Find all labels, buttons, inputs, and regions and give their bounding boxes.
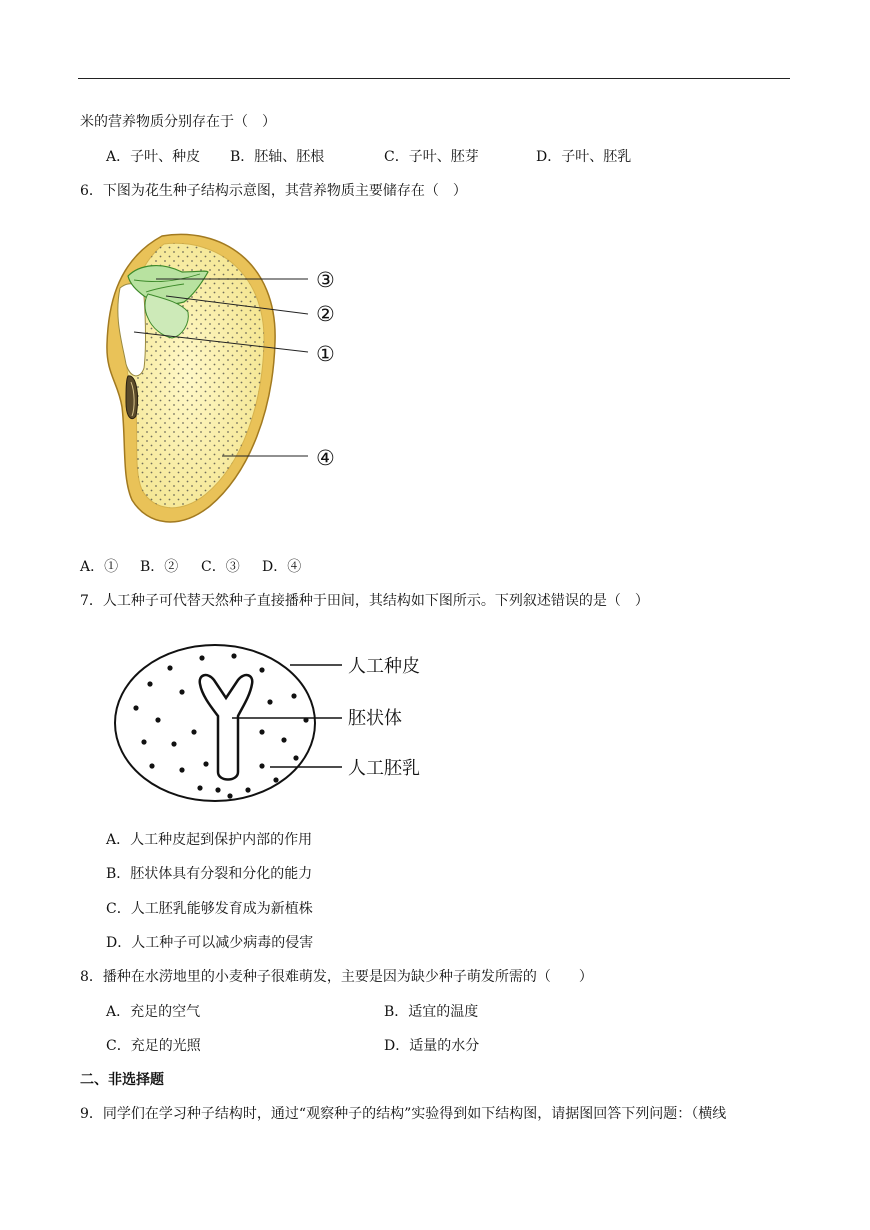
q5-stem-tail: 米的营养物质分别存在于（ ）	[80, 114, 276, 130]
q7-option-d: D．人工种子可以减少病毒的侵害	[106, 935, 314, 951]
q7-option-a: A．人工种皮起到保护内部的作用	[106, 832, 313, 848]
q8-option-c: C．充足的光照	[106, 1038, 201, 1054]
label-4: ④	[316, 446, 335, 470]
label-embryoid: 胚状体	[348, 708, 402, 729]
label-2: ②	[316, 302, 335, 326]
q7-option-b: B．胚状体具有分裂和分化的能力	[106, 866, 313, 882]
header-rule	[78, 78, 790, 79]
q6-option-c: C．③	[201, 559, 240, 575]
q7-stem: 7．人工种子可代替天然种子直接播种于田间，其结构如下图所示。下列叙述错误的是（ ）	[80, 593, 649, 609]
q8-option-a: A．充足的空气	[106, 1004, 201, 1020]
q6-option-a: A．①	[80, 559, 119, 575]
artificial-seed-diagram	[110, 640, 450, 810]
q6-option-b: B．②	[140, 559, 179, 575]
artificial-seed-coat	[115, 645, 315, 801]
label-artificial-seed-coat: 人工种皮	[348, 656, 420, 677]
q5-option-b: B．胚轴、胚根	[230, 149, 325, 165]
q9-stem: 9．同学们在学习种子结构时，通过“观察种子的结构”实验得到如下结构图，请据图回答下列问题：（横线	[80, 1106, 727, 1122]
label-3: ③	[316, 268, 335, 292]
q8-option-d: D．适量的水分	[384, 1038, 480, 1054]
q5-option-a: A．子叶、种皮	[106, 149, 201, 165]
section-title: 二、非选择题	[80, 1072, 164, 1088]
peanut-seed-diagram	[100, 232, 360, 532]
q5-option-d: D．子叶、胚乳	[536, 149, 632, 165]
label-artificial-endosperm: 人工胚乳	[348, 758, 420, 779]
q6-option-d: D．④	[262, 559, 302, 575]
q8-stem: 8．播种在水涝地里的小麦种子很难萌发，主要是因为缺少种子萌发所需的（ ）	[80, 969, 593, 985]
q6-stem: 6．下图为花生种子结构示意图，其营养物质主要储存在（ ）	[80, 183, 467, 199]
q5-option-c: C．子叶、胚芽	[384, 149, 479, 165]
label-1: ①	[316, 342, 335, 366]
q8-option-b: B．适宜的温度	[384, 1004, 479, 1020]
q7-option-c: C．人工胚乳能够发育成为新植株	[106, 901, 313, 917]
